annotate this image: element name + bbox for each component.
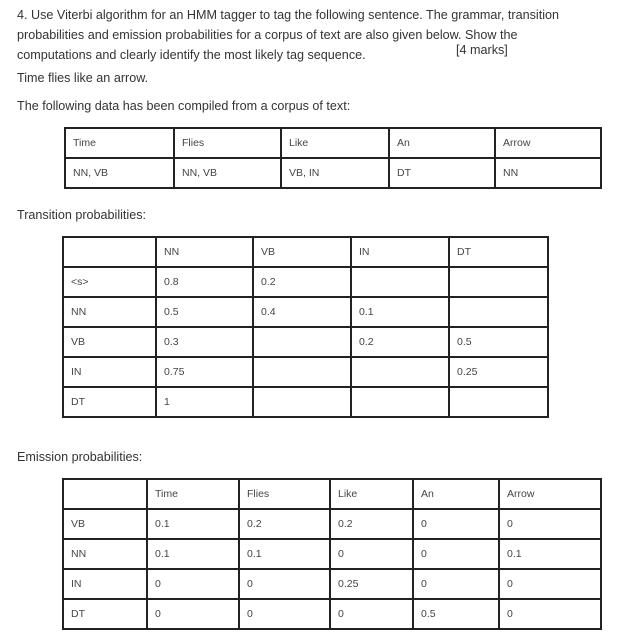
emission-cell: 0 xyxy=(330,599,413,629)
emission-cell: 0 xyxy=(499,599,601,629)
corpus-tag-cell: DT xyxy=(389,158,495,188)
corpus-tag-cell: VB, IN xyxy=(281,158,389,188)
emission-cell: 0 xyxy=(499,509,601,539)
transition-cell: 0.75 xyxy=(156,357,253,387)
transition-cell: 0.2 xyxy=(351,327,449,357)
transition-cell: 0.4 xyxy=(253,297,351,327)
transition-cell: 0.2 xyxy=(253,267,351,297)
emission-row-label: IN xyxy=(63,569,147,599)
emission-cell: 0.2 xyxy=(239,509,330,539)
transition-header-row xyxy=(63,237,548,267)
transition-heading: Transition probabilities: xyxy=(17,208,147,222)
emission-cell: 0.1 xyxy=(147,509,239,539)
transition-cell: 0.5 xyxy=(156,297,253,327)
emission-row xyxy=(63,539,601,569)
corpus-tag-cell: NN, VB xyxy=(174,158,281,188)
transition-cell: 0.1 xyxy=(351,297,449,327)
corpus-header-cell: Like xyxy=(281,128,389,158)
transition-cell xyxy=(449,267,548,297)
transition-cell xyxy=(253,327,351,357)
transition-row xyxy=(63,327,548,357)
emission-table xyxy=(62,478,602,630)
corpus-tag-cell: NN, VB xyxy=(65,158,174,188)
emission-row xyxy=(63,599,601,629)
marks-label: [4 marks] xyxy=(456,43,508,57)
emission-cell: 0 xyxy=(330,539,413,569)
emission-row-label: VB xyxy=(63,509,147,539)
transition-cell xyxy=(351,357,449,387)
transition-header-cell: DT xyxy=(449,237,548,267)
emission-cell: 0.1 xyxy=(147,539,239,569)
emission-cell: 0 xyxy=(239,599,330,629)
transition-cell: 0.8 xyxy=(156,267,253,297)
transition-header-cell: IN xyxy=(351,237,449,267)
transition-header-cell: VB xyxy=(253,237,351,267)
emission-header-cell: An xyxy=(413,479,499,509)
question-line-2: probabilities and emission probabilities for a corpus of text are also given below. Show the xyxy=(17,28,518,42)
transition-row-label: NN xyxy=(63,297,156,327)
emission-cell: 0 xyxy=(413,509,499,539)
transition-row-label: <s> xyxy=(63,267,156,297)
emission-cell: 0 xyxy=(413,539,499,569)
emission-row xyxy=(63,569,601,599)
transition-cell xyxy=(351,387,449,417)
emission-row xyxy=(63,509,601,539)
question-line-1: 4. Use Viterbi algorithm for an HMM tagger to tag the following sentence. The grammar, transition xyxy=(17,8,560,22)
corpus-header-row xyxy=(65,128,601,158)
emission-header-row xyxy=(63,479,601,509)
emission-cell: 0 xyxy=(147,599,239,629)
emission-cell: 0 xyxy=(147,569,239,599)
transition-cell: 0.3 xyxy=(156,327,253,357)
emission-heading: Emission probabilities: xyxy=(17,450,143,464)
transition-cell xyxy=(449,297,548,327)
corpus-table xyxy=(64,127,602,189)
corpus-tag-cell: NN xyxy=(495,158,601,188)
transition-row-label: IN xyxy=(63,357,156,387)
question-text xyxy=(17,5,617,65)
transition-row-label: VB xyxy=(63,327,156,357)
emission-cell: 0 xyxy=(499,569,601,599)
corpus-tag-row xyxy=(65,158,601,188)
transition-cell xyxy=(351,267,449,297)
emission-cell: 0.2 xyxy=(330,509,413,539)
transition-cell xyxy=(253,357,351,387)
emission-row-label: NN xyxy=(63,539,147,569)
corpus-header-cell: Arrow xyxy=(495,128,601,158)
emission-cell: 0 xyxy=(413,569,499,599)
corpus-header-cell: An xyxy=(389,128,495,158)
corpus-header-cell: Time xyxy=(65,128,174,158)
transition-row xyxy=(63,387,548,417)
emission-header-cell: Flies xyxy=(239,479,330,509)
emission-row-label: DT xyxy=(63,599,147,629)
corpus-intro: The following data has been compiled from a corpus of text: xyxy=(17,99,351,113)
transition-row xyxy=(63,267,548,297)
transition-row xyxy=(63,297,548,327)
transition-header-cell: NN xyxy=(156,237,253,267)
transition-table xyxy=(62,236,549,418)
transition-cell xyxy=(253,387,351,417)
emission-header-cell: Time xyxy=(147,479,239,509)
emission-cell: 0.1 xyxy=(239,539,330,569)
emission-header-cell xyxy=(63,479,147,509)
transition-row-label: DT xyxy=(63,387,156,417)
emission-cell: 0.1 xyxy=(499,539,601,569)
emission-cell: 0 xyxy=(239,569,330,599)
transition-cell: 0.25 xyxy=(449,357,548,387)
question-line-3: computations and clearly identify the most likely tag sequence. xyxy=(17,48,366,62)
transition-cell: 1 xyxy=(156,387,253,417)
emission-cell: 0.5 xyxy=(413,599,499,629)
emission-header-cell: Like xyxy=(330,479,413,509)
transition-cell: 0.5 xyxy=(449,327,548,357)
emission-cell: 0.25 xyxy=(330,569,413,599)
transition-header-cell xyxy=(63,237,156,267)
transition-row xyxy=(63,357,548,387)
transition-cell xyxy=(449,387,548,417)
sentence: Time flies like an arrow. xyxy=(17,71,149,85)
emission-header-cell: Arrow xyxy=(499,479,601,509)
corpus-header-cell: Flies xyxy=(174,128,281,158)
